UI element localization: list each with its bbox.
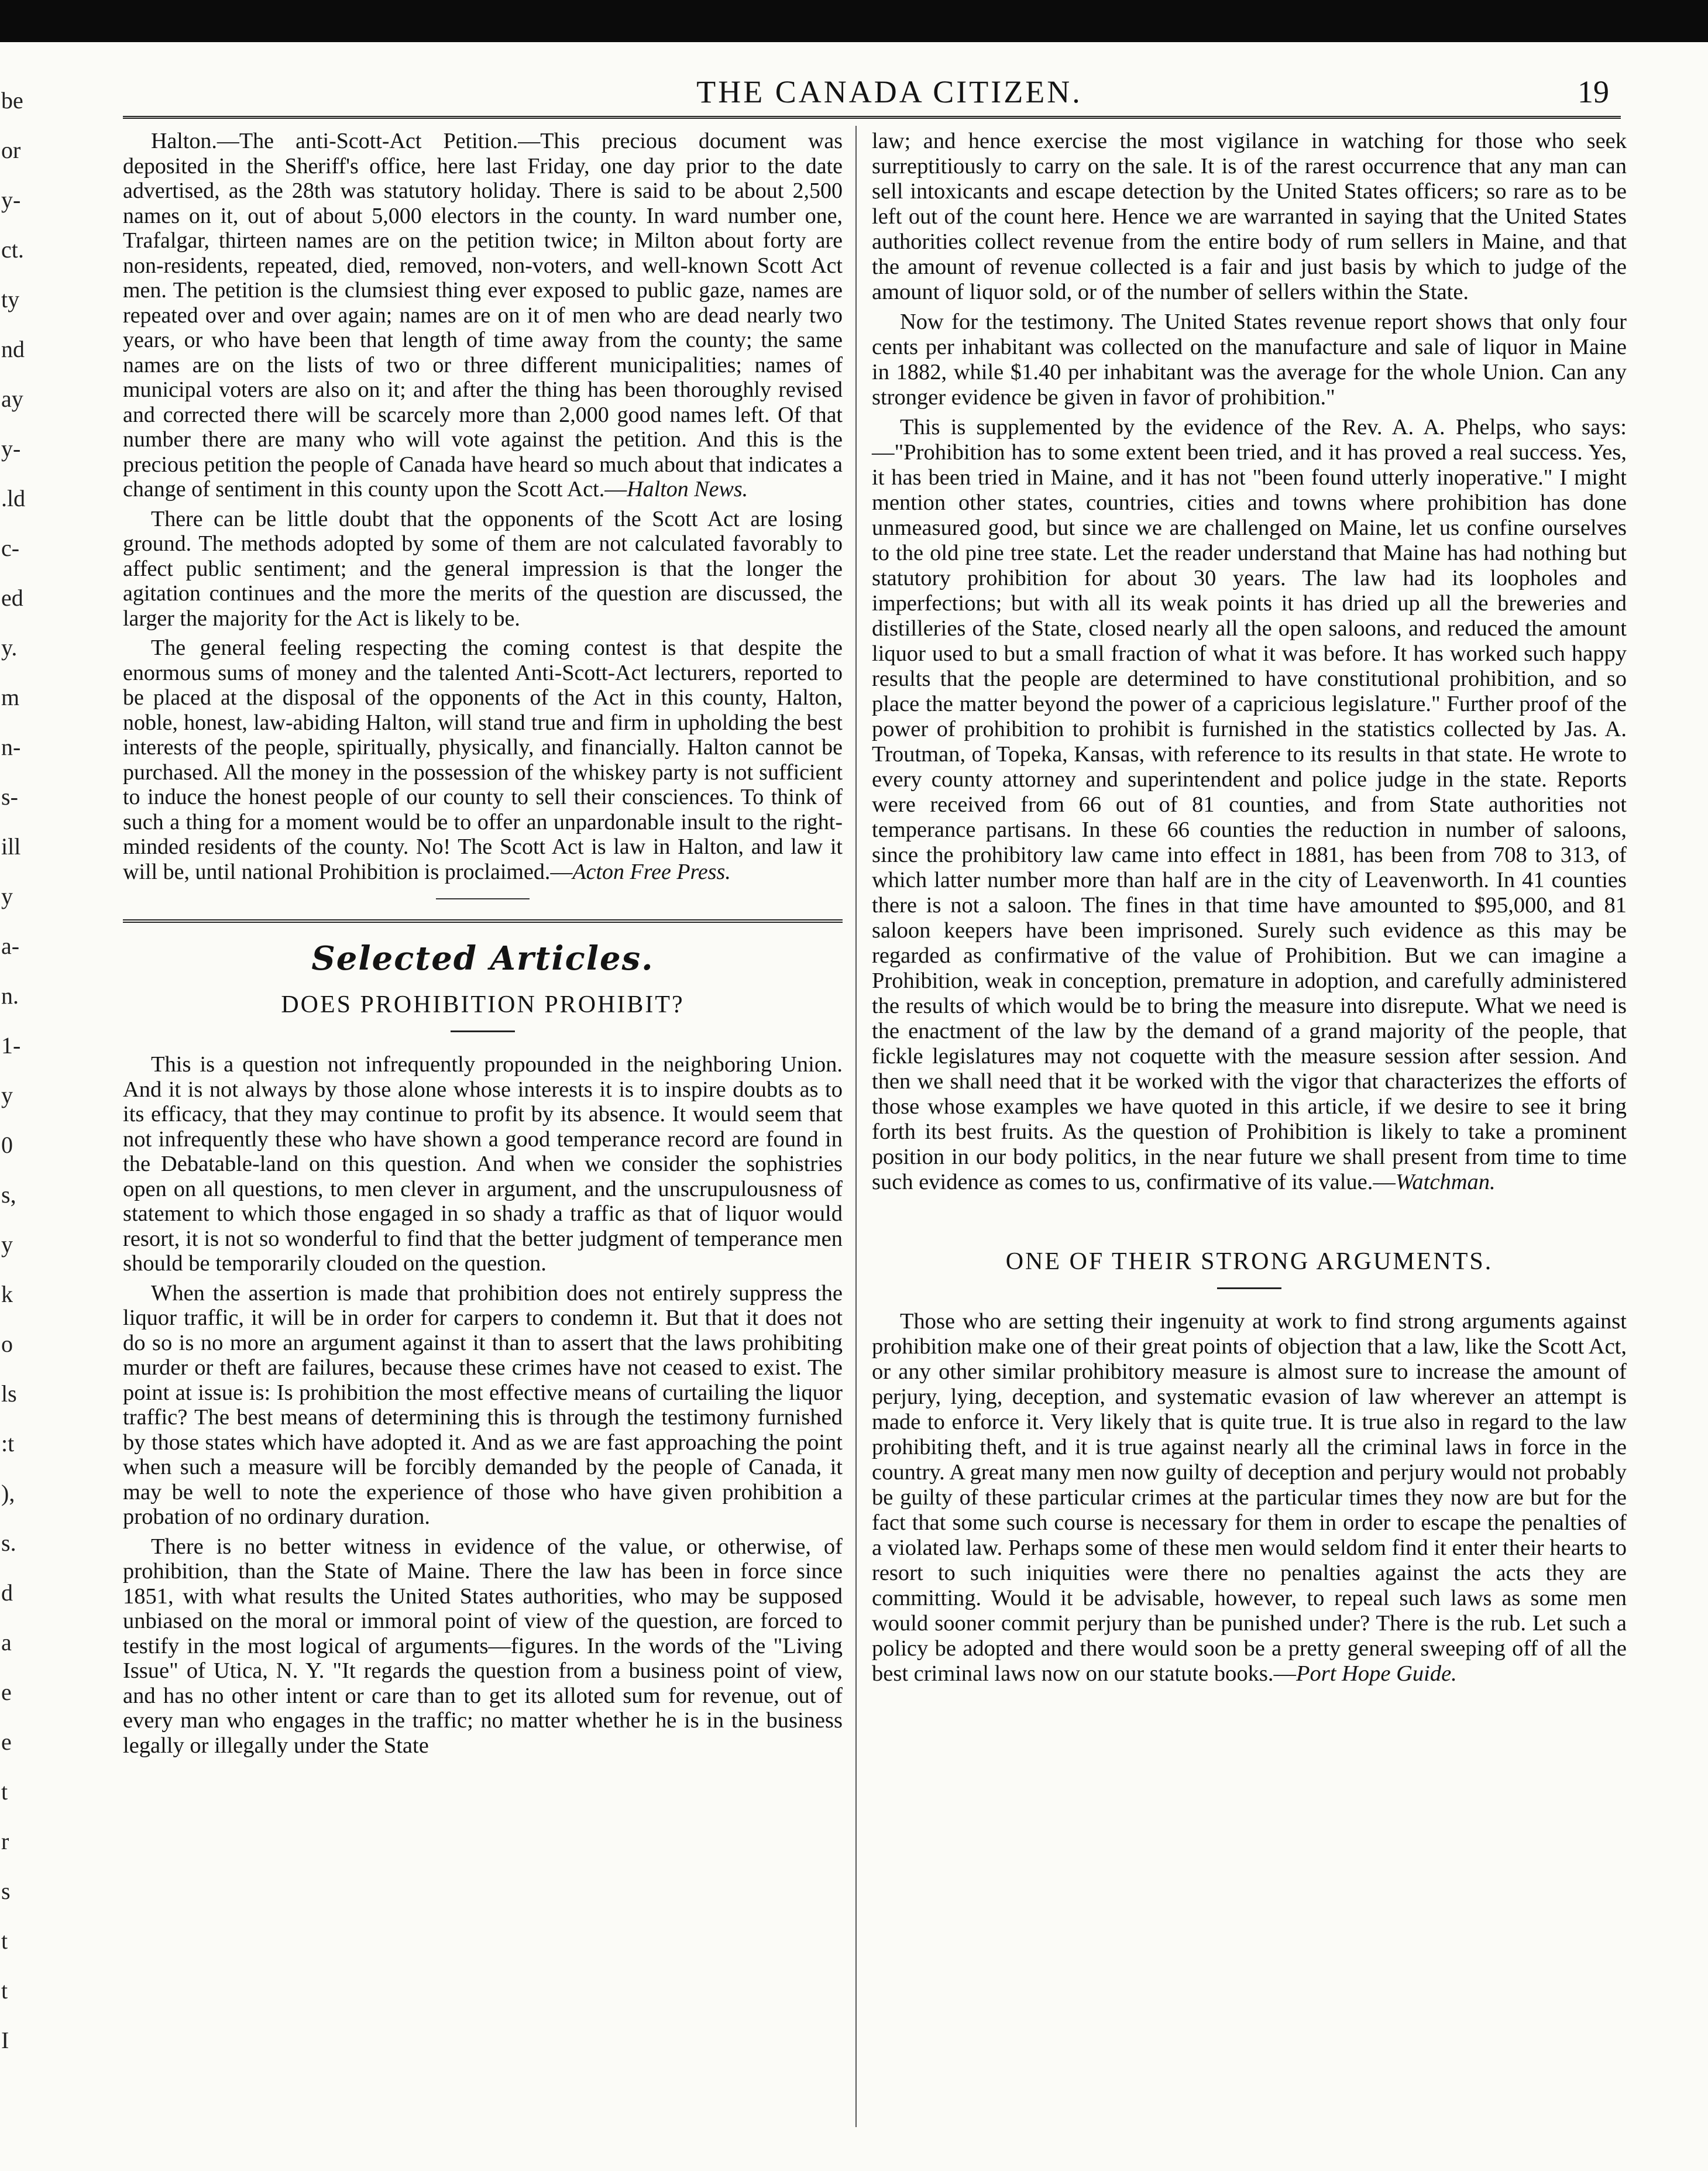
gutter-fragment: s — [1, 1878, 11, 1904]
article1-paragraph-2: When the assertion is made that prohibition does not entirely suppress the liquor traffic, it will be in order for carpers to condemn it. But that it does not do so is no more an argument against it than to assert that the laws prohibiting murder or theft are failures, because these crimes have not ceased to exist. The point at issue is: Is prohibition the most effective means of curtailing the liquor traffic? The best means of determining this is through the testimony furnished by those states which have adopted it. And as we are fast approaching the point when such a measure will be forcibly demanded by the people of Canada, it may be well to note the experience of those who have given prohibition a probation of no ordinary duration. — [123, 1280, 843, 1529]
article1-paragraph-1: This is a question not infrequently propounded in the neighboring Union. And it is not always by those alone whose interests it is to inspire doubts as to its efficacy, that they may continue to profit by its absence. It would seem that not infrequently these who have shown a good temperance record are found in the Debatable-land on this question. And when we consider the sophistries open on all questions, to men clever in argument, and the unscrupulousness of statement to which those engaged in so shady a traffic as that of liquor would resort, it is not so wonderful to find that the better judgment of temperance men should be temporarily clouded on the question. — [123, 1052, 843, 1276]
gutter-fragment: be — [1, 87, 23, 114]
page-header — [123, 70, 1621, 117]
right-paragraph-3-text: This is supplemented by the evidence of the Rev. A. A. Phelps, who says:—"Prohibition has to some extent been tried, and it has proved a real success. Yes, it has been tried in Maine, and it has not "been found utterly inoperative." I might mention other states, countries, cities and towns where prohibition has done unmeasured good, but since we are challenged on Maine, let us confine ourselves to the old pine tree state. Let the reader understand that Maine has had nothing but statutory prohibition for about 30 years. The law had its loopholes and imperfections; but with all its weak points it has dried up all the breweries and distilleries of the State, closed nearly all the open saloons, and reduced the amount liquor used to but a small fraction of what it was before. It has worked such happy results that the people are determined to have constitutional prohibition, and so place the matter beyond the power of a capricious legislature." Further proof of the power of prohibition to prohibit is furnished in the statistics collected by Jas. A. Troutman, of Topeka, Kansas, with reference to its results in that state. He wrote to every county attorney and superintendent and police judge in the state. Reports were received from 66 out of 81 counties, and from State authorities not temperance partisans. In these 66 counties the reduction in number of saloons, since the prohibitory law came into effect in 1881, has been from 708 to 313, of which latter number more than half are in the city of Leavenworth. In 41 counties there is not a saloon. The fines in that time have amounted to $95,000, and 81 saloon keepers have been imprisoned. Surely such evidence as this may be regarded as confirmative of the value of Prohibition. But we can imagine a Prohibition, weak in conception, premature in adoption, and carefully administered the results of which would be to bring the measure into disrepute. What we need is the enactment of the law by the demand of a grand majority of the people, that fickle legislatures may not coquette with the measure session after session. And then we shall need that it be worked with the vigor that characterizes the efforts of those whose examples we have quoted in this article, if we desire to see it bring forth its best fruits. As the question of Prohibition is likely to take a prominent position in our body politics, in the near future we shall present from time to time such evidence as comes to us, confirmative of its value.— — [872, 415, 1627, 1194]
gutter-fragment: y — [1, 883, 13, 909]
halton-news-paragraph — [123, 129, 843, 502]
gutter-fragment: t — [1, 1977, 8, 2004]
article-title-arguments: ONE OF THEIR STRONG ARGUMENTS. — [1005, 1248, 1493, 1275]
port-hope-source: Port Hope Guide. — [1295, 1661, 1457, 1686]
gutter-fragment: y. — [1, 634, 18, 661]
right-column — [872, 129, 1627, 1691]
left-gutter-fragments — [0, 88, 70, 2136]
gutter-fragment: m — [1, 684, 20, 710]
section-heading: Selected Articles. — [311, 939, 654, 978]
gutter-fragment: t — [1, 1778, 8, 1805]
right-paragraph-3 — [872, 415, 1627, 1195]
gutter-fragment: y — [1, 1231, 13, 1258]
halton-news-source: Halton News. — [627, 477, 748, 501]
right-paragraph-1: law; and hence exercise the most vigilance in watching for those who seek surreptitiously to carry on the sale. It is of the rarest occurrence that any man can sell intoxicants and escape detection by the United States officers; so rare as to be left out of the count here. Hence we are warranted in saying that the United States authorities collect revenue from the entire body of rum sellers in Maine, and that the amount of revenue collected is a fair and just basis by which to judge of the amount of liquor sold, or of the number of sellers within the State. — [872, 129, 1627, 304]
gutter-fragment: e — [1, 1729, 12, 1755]
acton-text: The general feeling respecting the coming contest is that despite the enormous sums of money and the talented Anti-Scott-Act lecturers, reported to be placed at the disposal of the opponents of the Act in this county, Halton, noble, honest, law-abiding Halton, will stand true and firm in upholding the best interests of the people, spiritually, physically, and financially. Halton cannot be purchased. All the money in the possession of the whiskey party is not sufficient to induce the honest people of our county to sell their consciences. To think of such a thing for a moment would be to offer an unpardonable insult to the right-minded residents of the county. No! The Scott Act is law in Halton, and law it will be, until national Prohibition is proclaimed.— — [123, 636, 843, 884]
header-rule — [123, 116, 1621, 119]
gutter-fragment: k — [1, 1281, 13, 1307]
gutter-fragment: ls — [1, 1380, 17, 1407]
gutter-fragment: or — [1, 137, 21, 163]
acton-source: Acton Free Press. — [572, 859, 731, 884]
gutter-fragment: d — [1, 1579, 13, 1606]
gutter-fragment: nd — [1, 336, 25, 362]
gutter-fragment: ), — [1, 1480, 15, 1506]
title-rule — [451, 1030, 515, 1032]
right-paragraph-4-text: Those who are setting their ingenuity at work to find strong arguments against prohibition make one of their great points of objection that a law, like the Scott Act, or any other similar prohibitory measure is almost sure to increase the amount of perjury, lying, deception, and systematic evasion of law wherever an attempt is made to enforce it. Very likely that is quite true. It is true also in regard to the law prohibiting theft, and it is true against nearly all the criminal laws in force in the country. A great many men now guilty of deception and perjury would not probably be guilty of these particular crimes at the particular times they now are but for the fact that some such course is necessary for them in order to escape the penalties of a violated law. Perhaps some of these men would seldom find it enter their hearts to resort to such iniquities were there no penalties against the acts they are committing. Would it be advisable, however, to repeal such laws as some men would sooner commit perjury than be punished under? There is the rub. Let such a policy be adopted and there would soon be a pretty general sweeping off of all the best criminal laws now on our statute books.— — [872, 1309, 1627, 1686]
newspaper-title: THE CANADA CITIZEN. — [696, 74, 1082, 109]
gutter-fragment: s. — [1, 1530, 16, 1556]
gutter-fragment: I — [1, 2027, 9, 2053]
gutter-fragment: r — [1, 1828, 9, 1854]
gutter-fragment: y- — [1, 435, 21, 462]
title-rule-2 — [1217, 1287, 1281, 1289]
right-paragraph-4 — [872, 1309, 1627, 1686]
gutter-fragment: 0 — [1, 1132, 13, 1158]
top-scan-border — [0, 0, 1708, 42]
gutter-fragment: a- — [1, 933, 20, 959]
gutter-fragment: n- — [1, 734, 21, 760]
gutter-fragment: ill — [1, 833, 21, 860]
gutter-fragment: s, — [1, 1181, 16, 1208]
gutter-fragment: ct. — [1, 236, 24, 263]
gutter-fragment: s- — [1, 784, 18, 810]
acton-paragraph — [123, 636, 843, 884]
gutter-fragment: y — [1, 1082, 13, 1108]
section-rule — [123, 919, 843, 923]
gutter-fragment: 1- — [1, 1032, 21, 1059]
article1-paragraph-3: There is no better witness in evidence of the value, or otherwise, of prohibition, than the State of Maine. There the law has been in force since 1851, with what results the United States authorities, who may be supposed unbiased on the moral or immoral point of view of the question, are forced to testify in the most logical of arguments—figures. In the words of the "Living Issue" of Utica, N. Y. "It regards the question from a business point of view, and has no other intent or care than to get its alloted sum for revenue, out of every man who engages in the traffic; no matter whether he is in the business legally or illegally under the State — [123, 1534, 843, 1758]
gutter-fragment: .ld — [1, 485, 26, 511]
gutter-fragment: t — [1, 1928, 8, 1954]
gutter-fragment: a — [1, 1629, 12, 1655]
right-paragraph-2: Now for the testimony. The United States revenue report shows that only four cents per inhabitant was collected on the manufacture and sale of liquor in Maine in 1882, while $1.40 per inhabitant was the average for the whole Union. Can any stronger evidence be given in favor of prohibition." — [872, 310, 1627, 410]
watchman-source: Watchman. — [1395, 1170, 1496, 1194]
gutter-fragment: e — [1, 1679, 12, 1705]
gutter-fragment: ed — [1, 585, 23, 611]
gutter-fragment: c- — [1, 535, 20, 561]
gutter-fragment: ty — [1, 286, 20, 312]
article-title-prohibition: DOES PROHIBITION PROHIBIT? — [281, 991, 685, 1018]
gutter-fragment: y- — [1, 187, 21, 213]
gutter-fragment: ay — [1, 386, 23, 412]
gutter-fragment: :t — [1, 1430, 15, 1457]
gutter-fragment: o — [1, 1331, 13, 1357]
opponents-paragraph: There can be little doubt that the opponents of the Scott Act are losing ground. The methods adopted by some of them are not calculated favorably to affect public sentiment; and the general impression is that the longer the agitation continues and the more the merits of the question are discussed, the larger the majority for the Act is likely to be. — [123, 506, 843, 631]
halton-news-text: Halton.—The anti-Scott-Act Petition.—This precious document was deposited in the Sheriff's office, here last Friday, one day prior to the date advertised, as the 28th was statutory holiday. There is said to be about 2,500 names on it, out of about 5,000 electors in the county. In ward number one, Trafalgar, thirteen names are on the petition twice; in Milton about forty are non-residents, repeated, died, removed, non-voters, and well-known Scott Act men. The petition is the clumsiest thing ever exposed to public gaze, names are repeated over and over again; names are on it of men who are dead nearly two years, or who have been that length of time away from the county; the same names are on the lists of two or three different municipalities; names of municipal voters are also on it; and after the thing has been thoroughly revised and corrected there will be scarcely more than 2,000 good names left. Of that number there are many who will vote against the petition. And this is the precious petition the people of Canada have heard so much about that indicates a change of sentiment in this county upon the Scott Act.— — [123, 129, 843, 501]
page-number: 19 — [1578, 74, 1609, 109]
short-divider — [436, 898, 530, 899]
left-column — [123, 129, 843, 1763]
gutter-fragment: n. — [1, 983, 19, 1009]
spacer — [872, 1200, 1627, 1235]
column-divider — [855, 126, 857, 2127]
